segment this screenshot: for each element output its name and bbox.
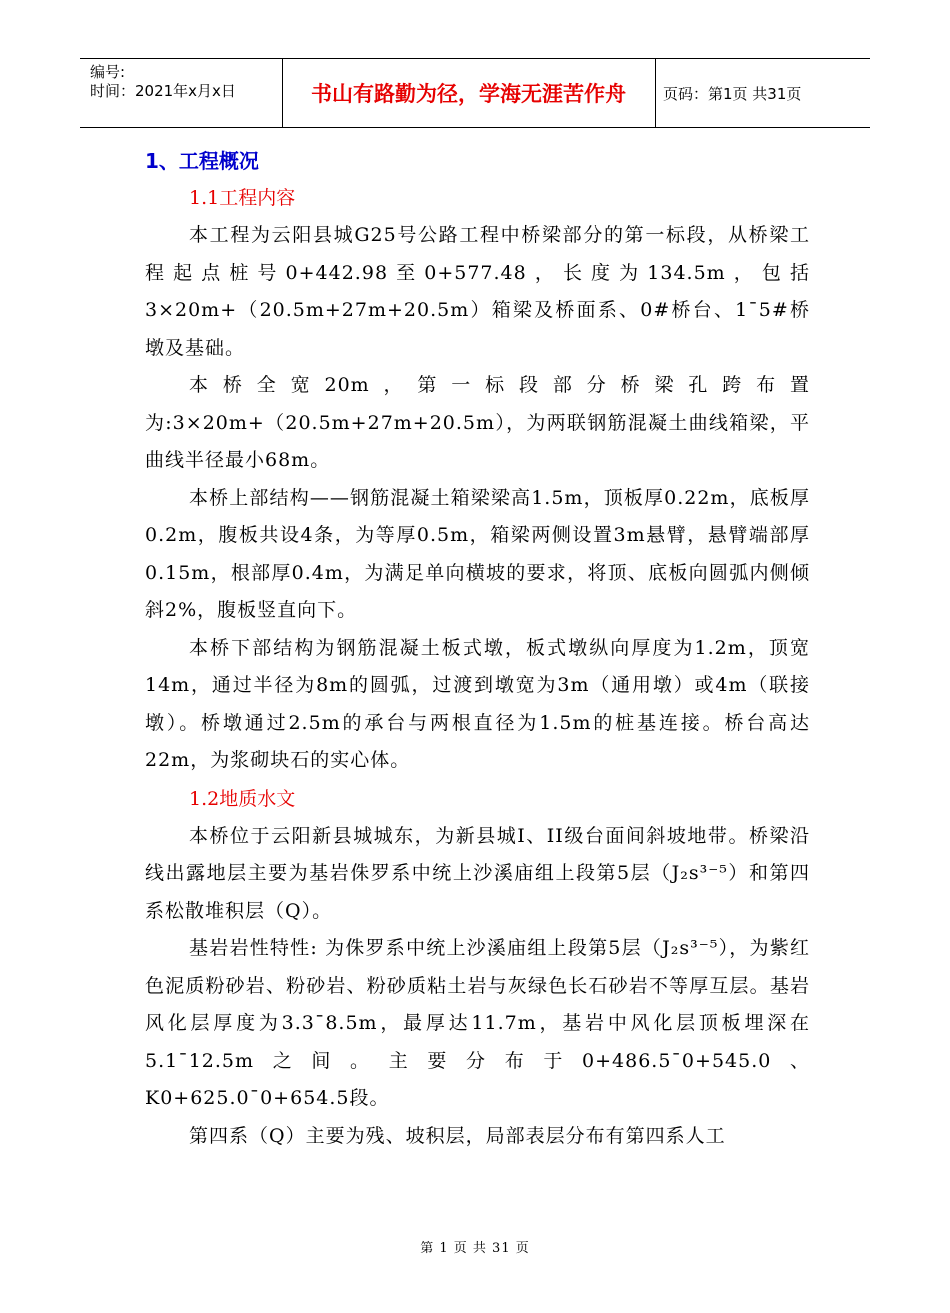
document-header — [80, 58, 870, 128]
paragraph: 本桥下部结构为钢筋混凝土板式墩，板式墩纵向厚度为1.2m，顶宽14m，通过半径为8m的圆弧，过渡到墩宽为3m（通用墩）或4m（联接墩）。桥墩通过2.5m的承台与两根直径为1.5m的桩基连接。桥台高达22m，为浆砌块石的实心体。 — [145, 636, 810, 771]
paragraph: 本工程为云阳县城G25号公路工程中桥梁部分的第一标段，从桥梁工程起点桩号0+442.98至0+577.48，长度为134.5m，包括3×20m+（20.5m+27m+20.5m）箱梁及桥面系、0#桥台、1¯5#桥墩及基础。 — [145, 224, 810, 359]
header-page-info: 页码：第1页 共31页 — [663, 85, 802, 103]
header-motto: 书山有路勤为径，学海无涯苦作舟 — [311, 82, 626, 106]
header-meta — [90, 63, 236, 101]
paragraph: 本桥全宽20m，第一标段部分桥梁孔跨布置为:3×20m+（20.5m+27m+20.5m），为两联钢筋混凝土曲线箱梁，平曲线半径最小68m。 — [145, 374, 810, 471]
page-footer: 第 1 页 共 31 页 — [420, 1241, 530, 1256]
header-divider — [655, 59, 656, 127]
serial-label: 编号: — [90, 63, 126, 81]
paragraph: 本桥上部结构——钢筋混凝土箱梁梁高1.5m，顶板厚0.22m，底板厚0.2m，腹板共设4条，为等厚0.5m，箱梁两侧设置3m悬臂，悬臂端部厚0.15m，根部厚0.4m，为满足单向横坡的要求，将顶、底板向圆弧内侧倾斜2%，腹板竖直向下。 — [145, 486, 810, 621]
section-heading: 1、工程概况 — [145, 149, 259, 173]
paragraph: 第四系（Q）主要为残、坡积层，局部表层分布有第四系人工 — [189, 1124, 726, 1147]
paragraph: 本桥位于云阳新县城城东，为新县城I、II级台面间斜坡地带。桥梁沿线出露地层主要为基岩侏罗系中统上沙溪庙组上段第5层（J₂s³⁻⁵）和第四系松散堆积层（Q）。 — [145, 824, 810, 922]
paragraph: 基岩岩性特性: 为侏罗系中统上沙溪庙组上段第5层（J₂s³⁻⁵），为紫红色泥质粉砂岩、粉砂岩、粉砂质粘土岩与灰绿色长石砂岩不等厚互层。基岩风化层厚度为3.3¯8.5m，最厚达11.7m，基岩中风化层顶板埋深在5.1¯12.5m之间。主要分布于0+486.5¯0+545.0、K0+625.0¯0+654.5段。 — [145, 937, 810, 1109]
subsection-heading: 1.2地质水文 — [189, 787, 296, 810]
date-label: 时间：2021年x月x日 — [90, 82, 236, 100]
subsection-heading: 1.1工程内容 — [189, 187, 296, 209]
document-body — [145, 143, 810, 1155]
